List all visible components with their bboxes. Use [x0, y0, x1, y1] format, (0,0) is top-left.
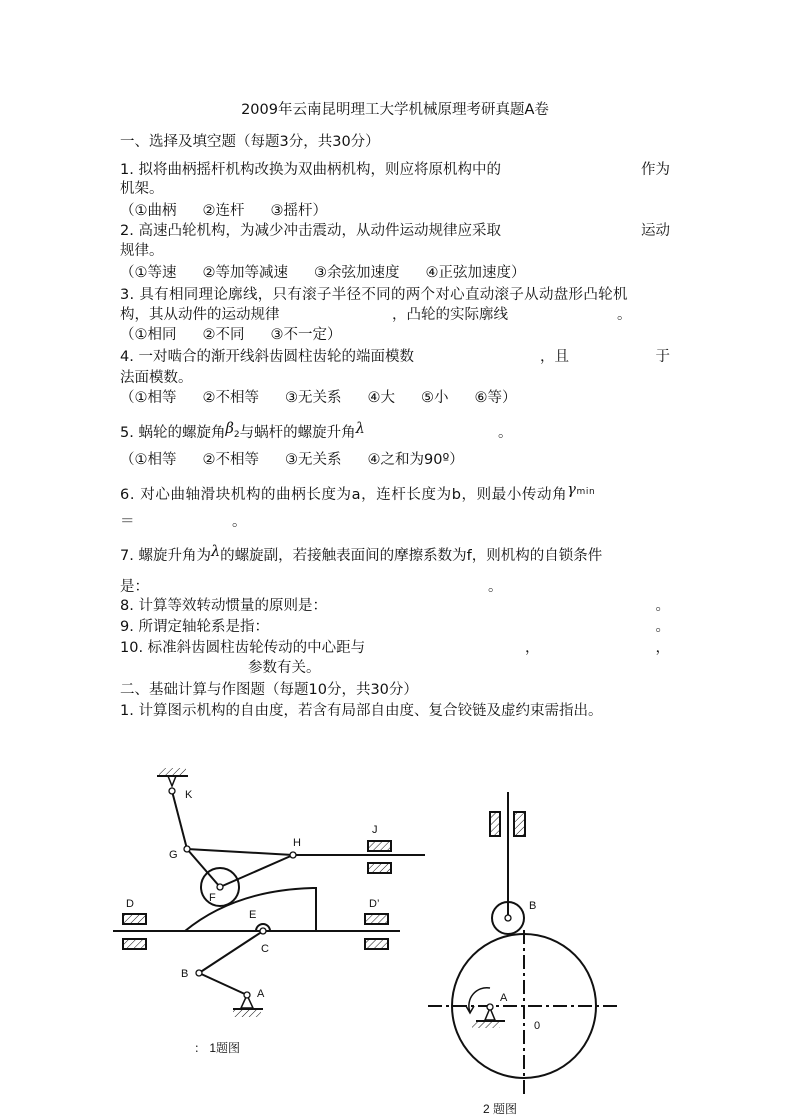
q1-tail: 作为	[641, 162, 670, 178]
section1-heading: 一、选择及填空题（每题3分，共30分）	[120, 134, 380, 150]
option: （①相等	[120, 390, 177, 406]
section2-heading: 二、基础计算与作图题（每题10分，共30分）	[120, 682, 418, 698]
label-A: A	[257, 988, 265, 1000]
option: （①相同	[120, 327, 177, 343]
option: ③余弦加速度	[314, 265, 400, 281]
q1-cont: 机架。	[120, 181, 164, 197]
option: ⑥等）	[474, 390, 517, 406]
lambda-symbol: λ	[355, 421, 365, 437]
label-J: J	[372, 824, 378, 836]
q4-mid: ，且	[540, 349, 569, 365]
q8-text: 8. 计算等效转动惯量的原则是：	[120, 598, 327, 614]
gamma-symbol: γ	[567, 482, 577, 498]
q2-text: 2. 高速凸轮机构，为减少冲击震动，从动件运动规律应采取	[120, 223, 501, 239]
q4-cont: 法面模数。	[120, 370, 193, 386]
beta-symbol: β	[225, 421, 234, 437]
q7-end: 。	[488, 579, 503, 595]
lambda-symbol: λ	[210, 544, 221, 560]
q3-text: 3. 具有相同理论廓线，只有滚子半径不同的两个对心直动滚子从动盘形凸轮机	[120, 287, 628, 303]
q5-end: 。	[498, 425, 513, 441]
q2-tail: 运动	[641, 223, 670, 239]
option: ②连杆	[202, 203, 245, 219]
gamma-sub: min	[576, 487, 596, 497]
option: ②不相等	[202, 390, 259, 406]
q5-text-b: 与蜗杆的螺旋升角	[239, 425, 356, 441]
q2-cont: 规律。	[120, 243, 164, 259]
option: （①曲柄	[120, 203, 177, 219]
option: （①等速	[120, 265, 177, 281]
q9-end: 。	[655, 619, 670, 635]
option: ⑤小	[421, 390, 449, 406]
label-B2: B	[529, 900, 537, 912]
option: ④正弦加速度）	[425, 265, 526, 281]
label-C: C	[261, 943, 269, 955]
label-D-prime: D’	[369, 898, 380, 910]
q6-cont-eq: ＝	[120, 514, 135, 530]
q10-tail: ，	[655, 640, 670, 656]
q3-cont-a: 构，其从动件的运动规律	[120, 307, 280, 323]
option: ③摇杆）	[270, 203, 327, 219]
q1-text: 1. 拟将曲柄摇杆机构改换为双曲柄机构，则应将原机构中的	[120, 162, 501, 178]
label-H: H	[293, 837, 301, 849]
label-G: G	[169, 849, 178, 861]
q6-end: 。	[232, 514, 247, 530]
q6-text: 6. 对心曲轴滑块机构的曲柄长度为a，连杆长度为b，则最小传动角	[120, 487, 568, 503]
page-title: 2009年云南昆明理工大学机械原理考研真题A卷	[241, 102, 549, 118]
q10-cont: 参数有关。	[248, 660, 321, 676]
figure1-mechanism	[113, 768, 425, 1017]
label-K: K	[185, 789, 193, 801]
option: ③无关系	[285, 452, 342, 468]
q7-text-b: 的螺旋副，若接触表面间的摩擦系数为f，则机构的自锁条件	[220, 548, 603, 564]
option: ③无关系	[285, 390, 342, 406]
option: ②不同	[202, 327, 245, 343]
q4-text: 4. 一对啮合的渐开线斜齿圆柱齿轮的端面模数	[120, 349, 414, 365]
label-F: F	[209, 892, 216, 904]
label-B: B	[181, 968, 189, 980]
q4-tail: 于	[655, 349, 670, 365]
q7-text-a: 7. 螺旋升角为	[120, 548, 211, 564]
q9-text: 9. 所谓定轴轮系是指：	[120, 619, 269, 635]
figure2-cam	[428, 792, 620, 1095]
option: ②等加等减速	[202, 265, 288, 281]
label-A2: A	[500, 992, 508, 1004]
q8-end: 。	[655, 598, 670, 614]
q3-cont-b: ，凸轮的实际廓线	[392, 307, 508, 323]
q5-text-a: 5. 蜗轮的螺旋角	[120, 425, 226, 441]
label-D: D	[126, 898, 134, 910]
figure2-caption: 2 题图	[483, 1102, 518, 1116]
q10-mid: ，	[525, 640, 540, 656]
label-E: E	[249, 909, 257, 921]
beta-sub: 2	[233, 430, 240, 440]
option: ④之和为90º）	[367, 452, 464, 468]
figure1-caption: ： 1题图	[194, 1041, 241, 1055]
s2-q1-text: 1. 计算图示机构的自由度，若含有局部自由度、复合铰链及虚约束需指出。	[120, 703, 603, 719]
option: ③不一定）	[270, 327, 342, 343]
label-O: 0	[534, 1020, 541, 1032]
q10-text: 10. 标准斜齿圆柱齿轮传动的中心距与	[120, 640, 366, 656]
option: （①相等	[120, 452, 177, 468]
option: ②不相等	[202, 452, 259, 468]
option: ④大	[367, 390, 395, 406]
q3-cont-c: 。	[617, 307, 632, 323]
q7-cont-text: 是：	[120, 579, 149, 595]
